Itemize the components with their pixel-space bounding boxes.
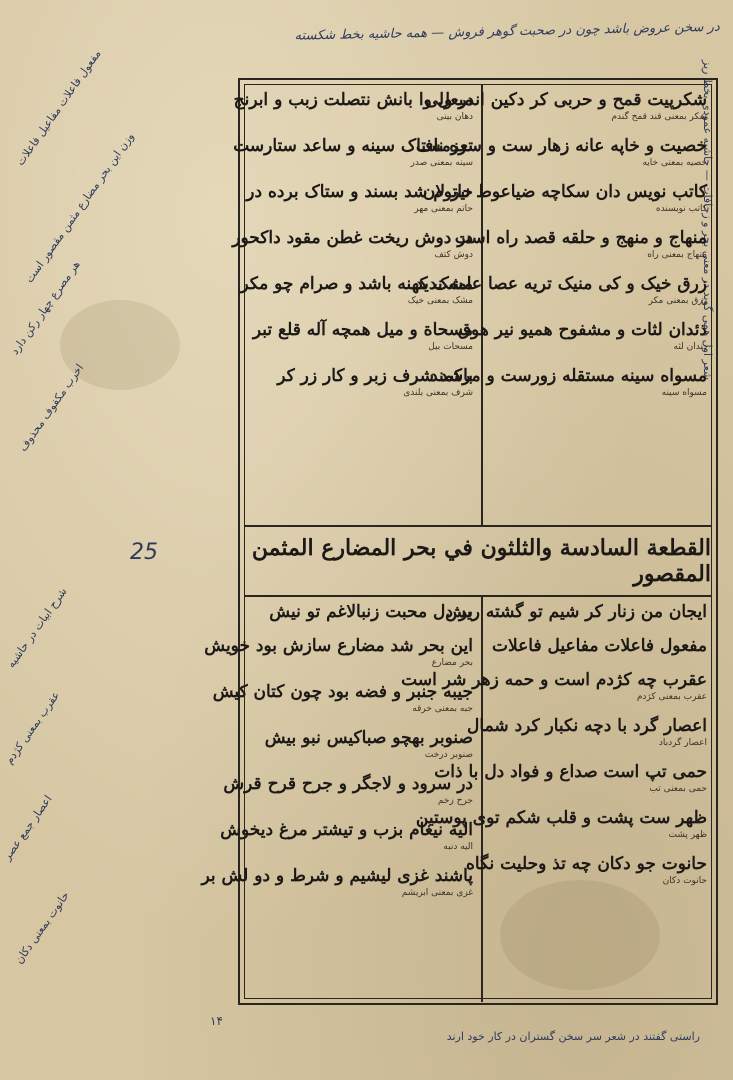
right-margin-note: شعر اول همی گوید در معنی بحر و زحافات — حاشیه عمودی بخط ریز <box>701 60 714 381</box>
verse-gloss: زرق بمعنی مکر <box>648 296 707 306</box>
verse-line: مفعول فاعلات مفاعیل فاعلات <box>491 636 707 656</box>
verse-line: صنوبر بهچو صباکیس نبو بیش <box>264 728 473 748</box>
verse-gloss: بحر مضارع <box>431 658 473 668</box>
verse-line: مسواه سینه مستقله زورست و مرکمند <box>430 366 707 386</box>
verse-line: در سرود و لاجگر و جرح قرح قرش <box>223 774 473 794</box>
text-frame <box>201 78 718 1005</box>
verse-line: عقرب چه کژدم است و حمه زهر شر است <box>401 670 707 690</box>
page-number: 25 <box>130 540 158 565</box>
section-title: القطعة السادسة والثلثون في بحر المضارع المثمن المقصور <box>251 535 711 587</box>
verse-line: ایجان من زنار کر شیم تو گشته ریش <box>445 602 707 622</box>
verse-line: شکرپیت قمح و حربی کر دکین اندر ولی <box>424 90 707 110</box>
left-margin-annotations <box>0 47 232 1020</box>
verse-gloss: منهاج بمعنی راه <box>647 250 707 260</box>
verse-gloss: کاتب نویسنده <box>655 204 707 214</box>
verse-gloss: حاتم بمعنی مهر <box>414 204 473 214</box>
verse-gloss: مسواه سینه <box>661 388 707 398</box>
verse-gloss: صنوبر درخت <box>424 750 473 760</box>
verse-line: مشک کهنه باشد و صرام چو مکر <box>240 274 473 294</box>
verse-gloss: مسحات بیل <box>428 342 473 352</box>
verse-gloss: غزی بمعنی ابریشم <box>401 888 473 898</box>
margin-note: اخرب مکفوف محذوف <box>16 361 87 454</box>
verse-line: بر دل محبت زنبالاغم تو نیش <box>269 602 473 622</box>
verse-gloss: اعصار گردباد <box>658 738 707 748</box>
verse-gloss: الیه دنبه <box>443 842 473 852</box>
lower-left-column <box>201 597 481 1002</box>
verse-line: جیبه جنبر و فضه بود چون کتان کیش <box>212 682 473 702</box>
verse-line: پاشند غزی لیشیم و شرط و دو لش بر <box>201 866 473 886</box>
verse-line: مسحاة و میل همچه آله قلع تبر <box>252 320 473 340</box>
verse-line: خصیت و خاپه عانه زهار ست و سره ناف <box>415 136 707 156</box>
inner-frame <box>201 84 712 999</box>
verse-gloss: دهان بینی <box>436 112 473 122</box>
margin-note: شرح ابیات در حاشیه <box>4 585 70 671</box>
bottom-margin-note: راستی گفتند در شعر سر سخن گستران در کار خود ارند <box>446 1030 700 1043</box>
section-title-band <box>245 525 711 597</box>
verse-gloss: جبه بمعنی خرقه <box>412 704 473 714</box>
margin-note: اعصار جمع عصر <box>0 792 55 863</box>
verse-line: منهاج و منهج و حلقه قصد راه است <box>454 228 707 248</box>
verse-line: باشد شرف زبر و کار زر کر <box>277 366 473 386</box>
folio-mark: ۱۴ <box>210 1014 223 1028</box>
margin-note: وزن این بحر مضارع مثمن مقصور است <box>22 130 137 286</box>
verse-line: حانوت جو دکان چه تذ وحلیت نگاه <box>466 854 707 874</box>
verse-line: ظهر ست پشت و قلب شکم توی پوستین <box>415 808 707 828</box>
verse-gloss: جرح زخم <box>437 796 473 806</box>
verse-line: در دوش ریخت غطن مقود داکحور <box>232 228 473 248</box>
verse-gloss: مشک بمعنی خیک <box>407 296 473 306</box>
verse-gloss: حمی بمعنی تب <box>649 784 707 794</box>
margin-note: حانوت بمعنی دکان <box>12 889 72 967</box>
verse-line: تعزمستاک سینه و ساعد ستارست <box>233 136 473 156</box>
verse-gloss: ظهر پشت <box>668 830 707 840</box>
verse-gloss: حانوت دکان <box>662 876 707 886</box>
verse-gloss: سینه بمعنی صدر <box>410 158 473 168</box>
verse-line: مبعل وا بانش نتصلت زبب و ابرنج <box>233 90 473 110</box>
margin-note: عقرب بمعنی کژدم <box>2 688 63 767</box>
upper-left-column <box>232 85 481 525</box>
verse-gloss: دندان لثه <box>673 342 707 352</box>
verse-line: اعصار گرد با دچه نکبار کرد شمال <box>467 716 707 736</box>
verse-gloss: عقرب بمعنی کژدم <box>636 692 707 702</box>
verse-line: این بحر شد مضارع سازش بود خویش <box>204 636 473 656</box>
verse-gloss: خصیه بمعنی خایه <box>642 158 707 168</box>
verse-gloss: شرف بمعنی بلندی <box>403 388 473 398</box>
verse-line: کاتب نویس دان سکاچه ضیاعوط نیر لان <box>422 182 707 202</box>
margin-note: مفعول فاعلات مفاعیل فاعلات <box>13 47 104 169</box>
verse-gloss: شکر بمعنی قند قمح گندم <box>611 112 707 122</box>
verse-line: ذئدان لثات و مشفوح همیو نیر هوق <box>457 320 707 340</box>
verse-line: الیه نیغام بزب و تیشتر مرغ دیخوش <box>220 820 473 840</box>
verse-line: زرق خیک و کی منیک تریه عصا عامه ندید <box>415 274 707 294</box>
verse-gloss: دوش کتف <box>434 250 473 260</box>
margin-note: هر مصرع چهار رکن دارد <box>8 258 83 358</box>
verse-line: حمی تپ است صداع و فواد دل با ذات <box>434 762 707 782</box>
verse-line: حاتوم شد بسند و ستاک برده در <box>246 182 473 202</box>
top-margin-note: در سخن عروض باشد چون در صحبت گوهر فروش — همه حاشیه بخط شکسته <box>294 19 720 44</box>
